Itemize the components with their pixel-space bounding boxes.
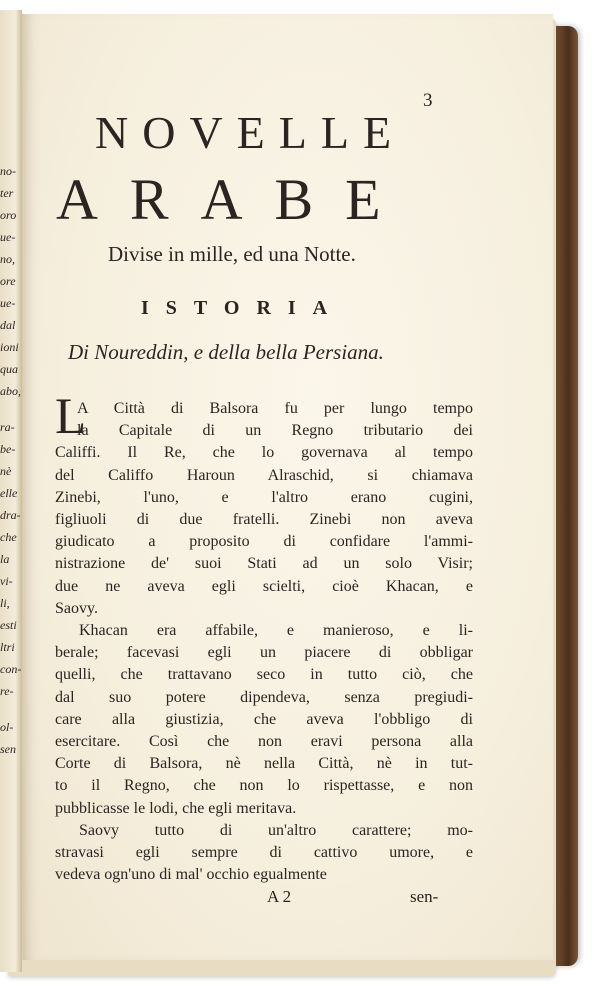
- text-line: Saovy tutto di un'altro carattere; mo-: [79, 821, 473, 839]
- left-page-fragment: la: [0, 552, 10, 566]
- left-page-fragment: ter: [0, 186, 14, 200]
- left-page-fragment: no-: [0, 164, 16, 178]
- left-page-fragment: ra-: [0, 420, 15, 434]
- catchword: sen-: [410, 887, 439, 906]
- text-line: quelli, che trattavano seco in tutto ciò, che: [55, 666, 473, 684]
- left-page-text-fragments: [0, 160, 22, 760]
- left-page-fragment: ue-: [0, 230, 16, 244]
- text-line: del Califfo Haroun Alraschid, si chiamava: [55, 466, 473, 484]
- text-line: due ne aveva egli scielti, cioè Khacan, e: [55, 577, 473, 595]
- drop-cap: L: [55, 389, 87, 445]
- left-page-fragment: elle: [0, 486, 18, 500]
- text-line: Califfi. Il Re, che lo governava al tempo: [55, 444, 473, 462]
- left-page-fragment: ue-: [0, 296, 16, 310]
- left-page-fragment: dra-: [0, 508, 21, 522]
- left-page-fragment: ol-: [0, 720, 14, 734]
- text-line: dal suo potere dipendeva, senza pregiudi-: [55, 688, 473, 706]
- text-line: to il Regno, che non lo rispettasse, e non: [55, 777, 473, 795]
- left-page-fragment: nè: [0, 464, 12, 478]
- text-line: giudicato a proposito di confidare l'ammi-: [55, 533, 473, 551]
- left-page-fragment: [0, 402, 22, 416]
- left-page-fragment: oro: [0, 208, 17, 222]
- section-title: ISTORIA: [141, 297, 345, 319]
- signature-mark: A 2: [267, 887, 292, 906]
- left-page-fragment: esti: [0, 618, 17, 632]
- left-page-fragment: no,: [0, 252, 15, 266]
- text-line: care alla giustizia, che aveva l'obbligo di: [55, 710, 473, 728]
- text-line: Saovy.: [55, 599, 98, 617]
- title-line-2: ARABE: [56, 167, 413, 232]
- text-line: A Città di Balsora fu per lungo tempo: [77, 400, 473, 417]
- left-page-fragment: ore: [0, 274, 16, 288]
- text-line: la Capitale di un Regno tributario dei: [77, 422, 473, 440]
- left-page-fragment: con-: [0, 662, 22, 676]
- left-page-fragment: be-: [0, 442, 16, 456]
- left-page-fragment: qua: [0, 362, 18, 376]
- left-page-fragment: sen: [0, 742, 16, 756]
- body-text: [55, 398, 473, 886]
- left-page-fragment: ltri: [0, 640, 15, 654]
- text-line: berale; facevasi egli un piacere di obbligar: [55, 644, 473, 662]
- text-line: Zinebi, l'uno, e l'altro erano cugini,: [55, 488, 473, 506]
- left-page-fragment: vi-: [0, 574, 13, 588]
- story-title: Di Noureddin, e della bella Persiana.: [68, 340, 384, 364]
- right-page: [22, 14, 553, 960]
- title-line-1: NOVELLE: [95, 107, 406, 158]
- text-line: esercitare. Così che non eravi persona alla: [55, 733, 473, 751]
- subtitle: Divise in mille, ed una Notte.: [108, 242, 356, 266]
- page-number: 3: [423, 90, 433, 111]
- text-line: vedeva ogn'uno di mal' occhio egualmente: [55, 866, 327, 884]
- text-line: Khacan era affabile, e manieroso, e li-: [79, 622, 473, 640]
- text-line: figliuoli di due fratelli. Zinebi non aveva: [55, 511, 473, 529]
- text-line: pubblicasse le lodi, che egli meritava.: [55, 799, 297, 817]
- left-page-fragment: dal: [0, 318, 16, 332]
- text-line: Corte di Balsora, nè nella Città, nè in tut-: [55, 755, 473, 773]
- left-page-fragment: [0, 702, 22, 716]
- left-page-fragment: li,: [0, 596, 10, 610]
- text-line: stravasi egli sempre di cattivo umore, e: [55, 844, 473, 862]
- left-page-fragment: abo,: [0, 384, 21, 398]
- left-page-fragment: ioni: [0, 340, 19, 354]
- left-page-fragment: re-: [0, 684, 14, 698]
- left-page-edge: [0, 10, 22, 972]
- left-page-fragment: che: [0, 530, 17, 544]
- text-line: nistrazione de' suoi Stati ad un solo Visir;: [55, 555, 473, 573]
